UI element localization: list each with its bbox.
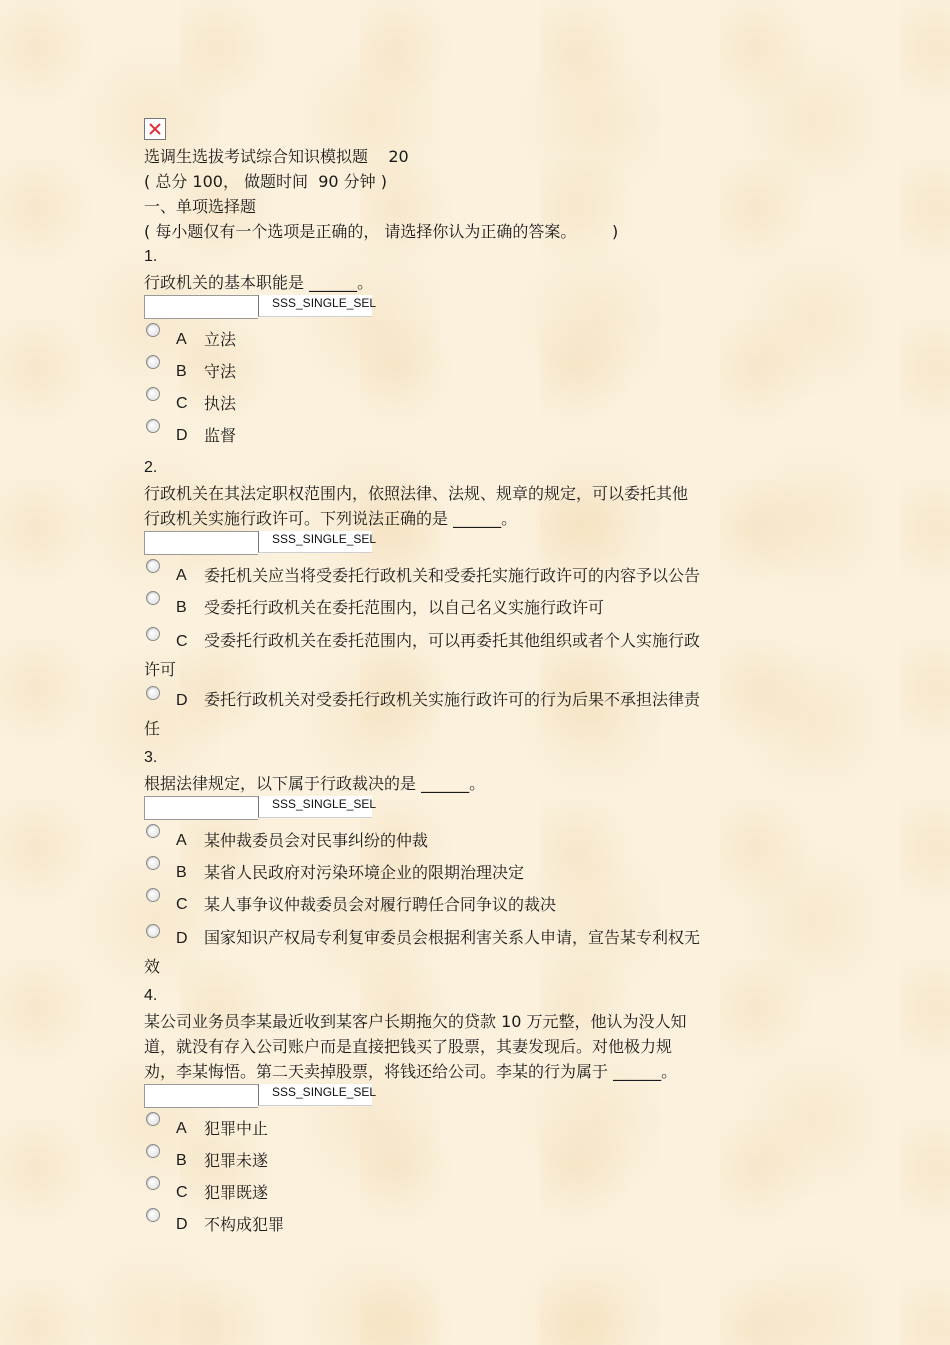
option-d[interactable] [144,423,784,449]
option-text-continued: 任 [144,719,161,738]
radio-button[interactable] [146,355,160,369]
question-list [144,244,784,1238]
radio-button[interactable] [146,323,160,337]
question-stem: 根据法律规定，以下属于行政裁决的是 ______。 [144,774,486,793]
answer-field [144,531,784,557]
radio-button[interactable] [146,591,160,605]
option-letter: B [176,1152,187,1169]
option-letter: C [176,896,188,913]
option-text: 立法 [204,330,237,349]
option-letter: D [176,1216,188,1233]
radio-button[interactable] [146,1144,160,1158]
radio-button[interactable] [146,924,160,938]
answer-input[interactable] [144,295,258,319]
question-number: 4. [144,987,158,1004]
question-stem: 行政机关在其法定职权范围内，依照法律、法规、规章的规定，可以委托其他 [144,484,689,503]
option-text: 某省人民政府对污染环境企业的限期治理决定 [204,863,525,882]
option-text: 委托行政机关对受委托行政机关实施行政许可的行为后果不承担法律责 [204,690,701,709]
answer-input[interactable] [144,1084,258,1108]
option-b[interactable] [144,595,784,621]
option-text: 监督 [204,426,237,445]
question-number: 3. [144,749,158,766]
option-text: 受委托行政机关在委托范围内，可以再委托其他组织或者个人实施行政 [204,631,701,650]
option-c[interactable] [144,892,784,918]
option-text: 不构成犯罪 [204,1215,285,1234]
option-letter: B [176,864,187,881]
answer-type-label: SSS_SINGLE_SEL [258,295,372,317]
option-c[interactable] [144,391,784,417]
question-number: 2. [144,459,158,476]
question-block [144,745,784,981]
option-letter: D [176,427,188,444]
radio-button[interactable] [146,686,160,700]
question-stem: 某公司业务员李某最近收到某客户长期拖欠的贷款 10 万元整，他认为没人知 [144,1012,687,1031]
radio-button[interactable] [146,627,160,641]
option-text: 某人事争议仲裁委员会对履行聘任合同争议的裁决 [204,895,557,914]
section-instruction: ( 每小题仅有一个选项是正确的， 请选择你认为正确的答案。 ) [144,222,619,241]
question-stem: 行政机关实施行政许可。下列说法正确的是 ______。 [144,509,518,528]
answer-type-label: SSS_SINGLE_SEL [258,796,372,818]
radio-button[interactable] [146,824,160,838]
option-text-continued: 效 [144,957,161,976]
question-stem: 道，就没有存入公司账户而是直接把钱买了股票，其妻发现后。对他极力规 [144,1037,673,1056]
option-letter: A [176,331,187,348]
option-letter: D [176,692,188,709]
option-c[interactable] [144,1180,784,1206]
option-a[interactable] [144,828,784,854]
option-letter: B [176,599,187,616]
radio-button[interactable] [146,1208,160,1222]
option-letter: A [176,567,187,584]
exam-page [144,118,784,1244]
option-text: 委托机关应当将受委托行政机关和受委托实施行政许可的内容予以公告 [204,566,701,585]
radio-button[interactable] [146,1176,160,1190]
option-text-continued: 许可 [144,660,177,679]
question-block [144,455,784,743]
section-heading: 一、单项选择题 [144,197,257,216]
answer-field [144,796,784,822]
option-letter: C [176,1184,188,1201]
radio-button[interactable] [146,1112,160,1126]
option-text: 执法 [204,394,237,413]
option-text: 犯罪中止 [204,1119,269,1138]
option-b[interactable] [144,359,784,385]
option-letter: C [176,395,188,412]
answer-input[interactable] [144,531,258,555]
exam-meta: ( 总分 100， 做题时间 90 分钟 ) [144,172,387,191]
radio-button[interactable] [146,387,160,401]
answer-field [144,295,784,321]
question-number: 1. [144,248,158,265]
broken-image-icon [144,118,166,140]
answer-type-label: SSS_SINGLE_SEL [258,531,372,553]
option-a[interactable] [144,563,784,589]
option-letter: C [176,633,188,650]
radio-button[interactable] [146,888,160,902]
answer-type-label: SSS_SINGLE_SEL [258,1084,372,1106]
option-b[interactable] [144,1148,784,1174]
answer-input[interactable] [144,796,258,820]
question-stem: 行政机关的基本职能是 ______。 [144,273,374,292]
option-c[interactable] [144,627,784,684]
option-text: 国家知识产权局专利复审委员会根据利害关系人申请，宣告某专利权无 [204,928,701,947]
option-letter: A [176,1120,187,1137]
option-b[interactable] [144,860,784,886]
option-text: 犯罪未遂 [204,1151,269,1170]
option-d[interactable] [144,686,784,743]
option-a[interactable] [144,327,784,353]
question-block [144,244,784,449]
answer-field [144,1084,784,1110]
option-text: 受委托行政机关在委托范围内，以自己名义实施行政许可 [204,598,605,617]
option-d[interactable] [144,1212,784,1238]
option-text: 犯罪既遂 [204,1183,269,1202]
question-block [144,983,784,1238]
option-a[interactable] [144,1116,784,1142]
radio-button[interactable] [146,559,160,573]
question-stem: 劝，李某悔悟。第二天卖掉股票，将钱还给公司。李某的行为属于 ______。 [144,1062,678,1081]
option-letter: B [176,363,187,380]
option-letter: D [176,930,188,947]
radio-button[interactable] [146,419,160,433]
option-text: 某仲裁委员会对民事纠纷的仲裁 [204,831,429,850]
exam-title: 选调生选拔考试综合知识模拟题 20 [144,147,409,166]
option-letter: A [176,832,187,849]
radio-button[interactable] [146,856,160,870]
option-text: 守法 [204,362,237,381]
option-d[interactable] [144,924,784,981]
